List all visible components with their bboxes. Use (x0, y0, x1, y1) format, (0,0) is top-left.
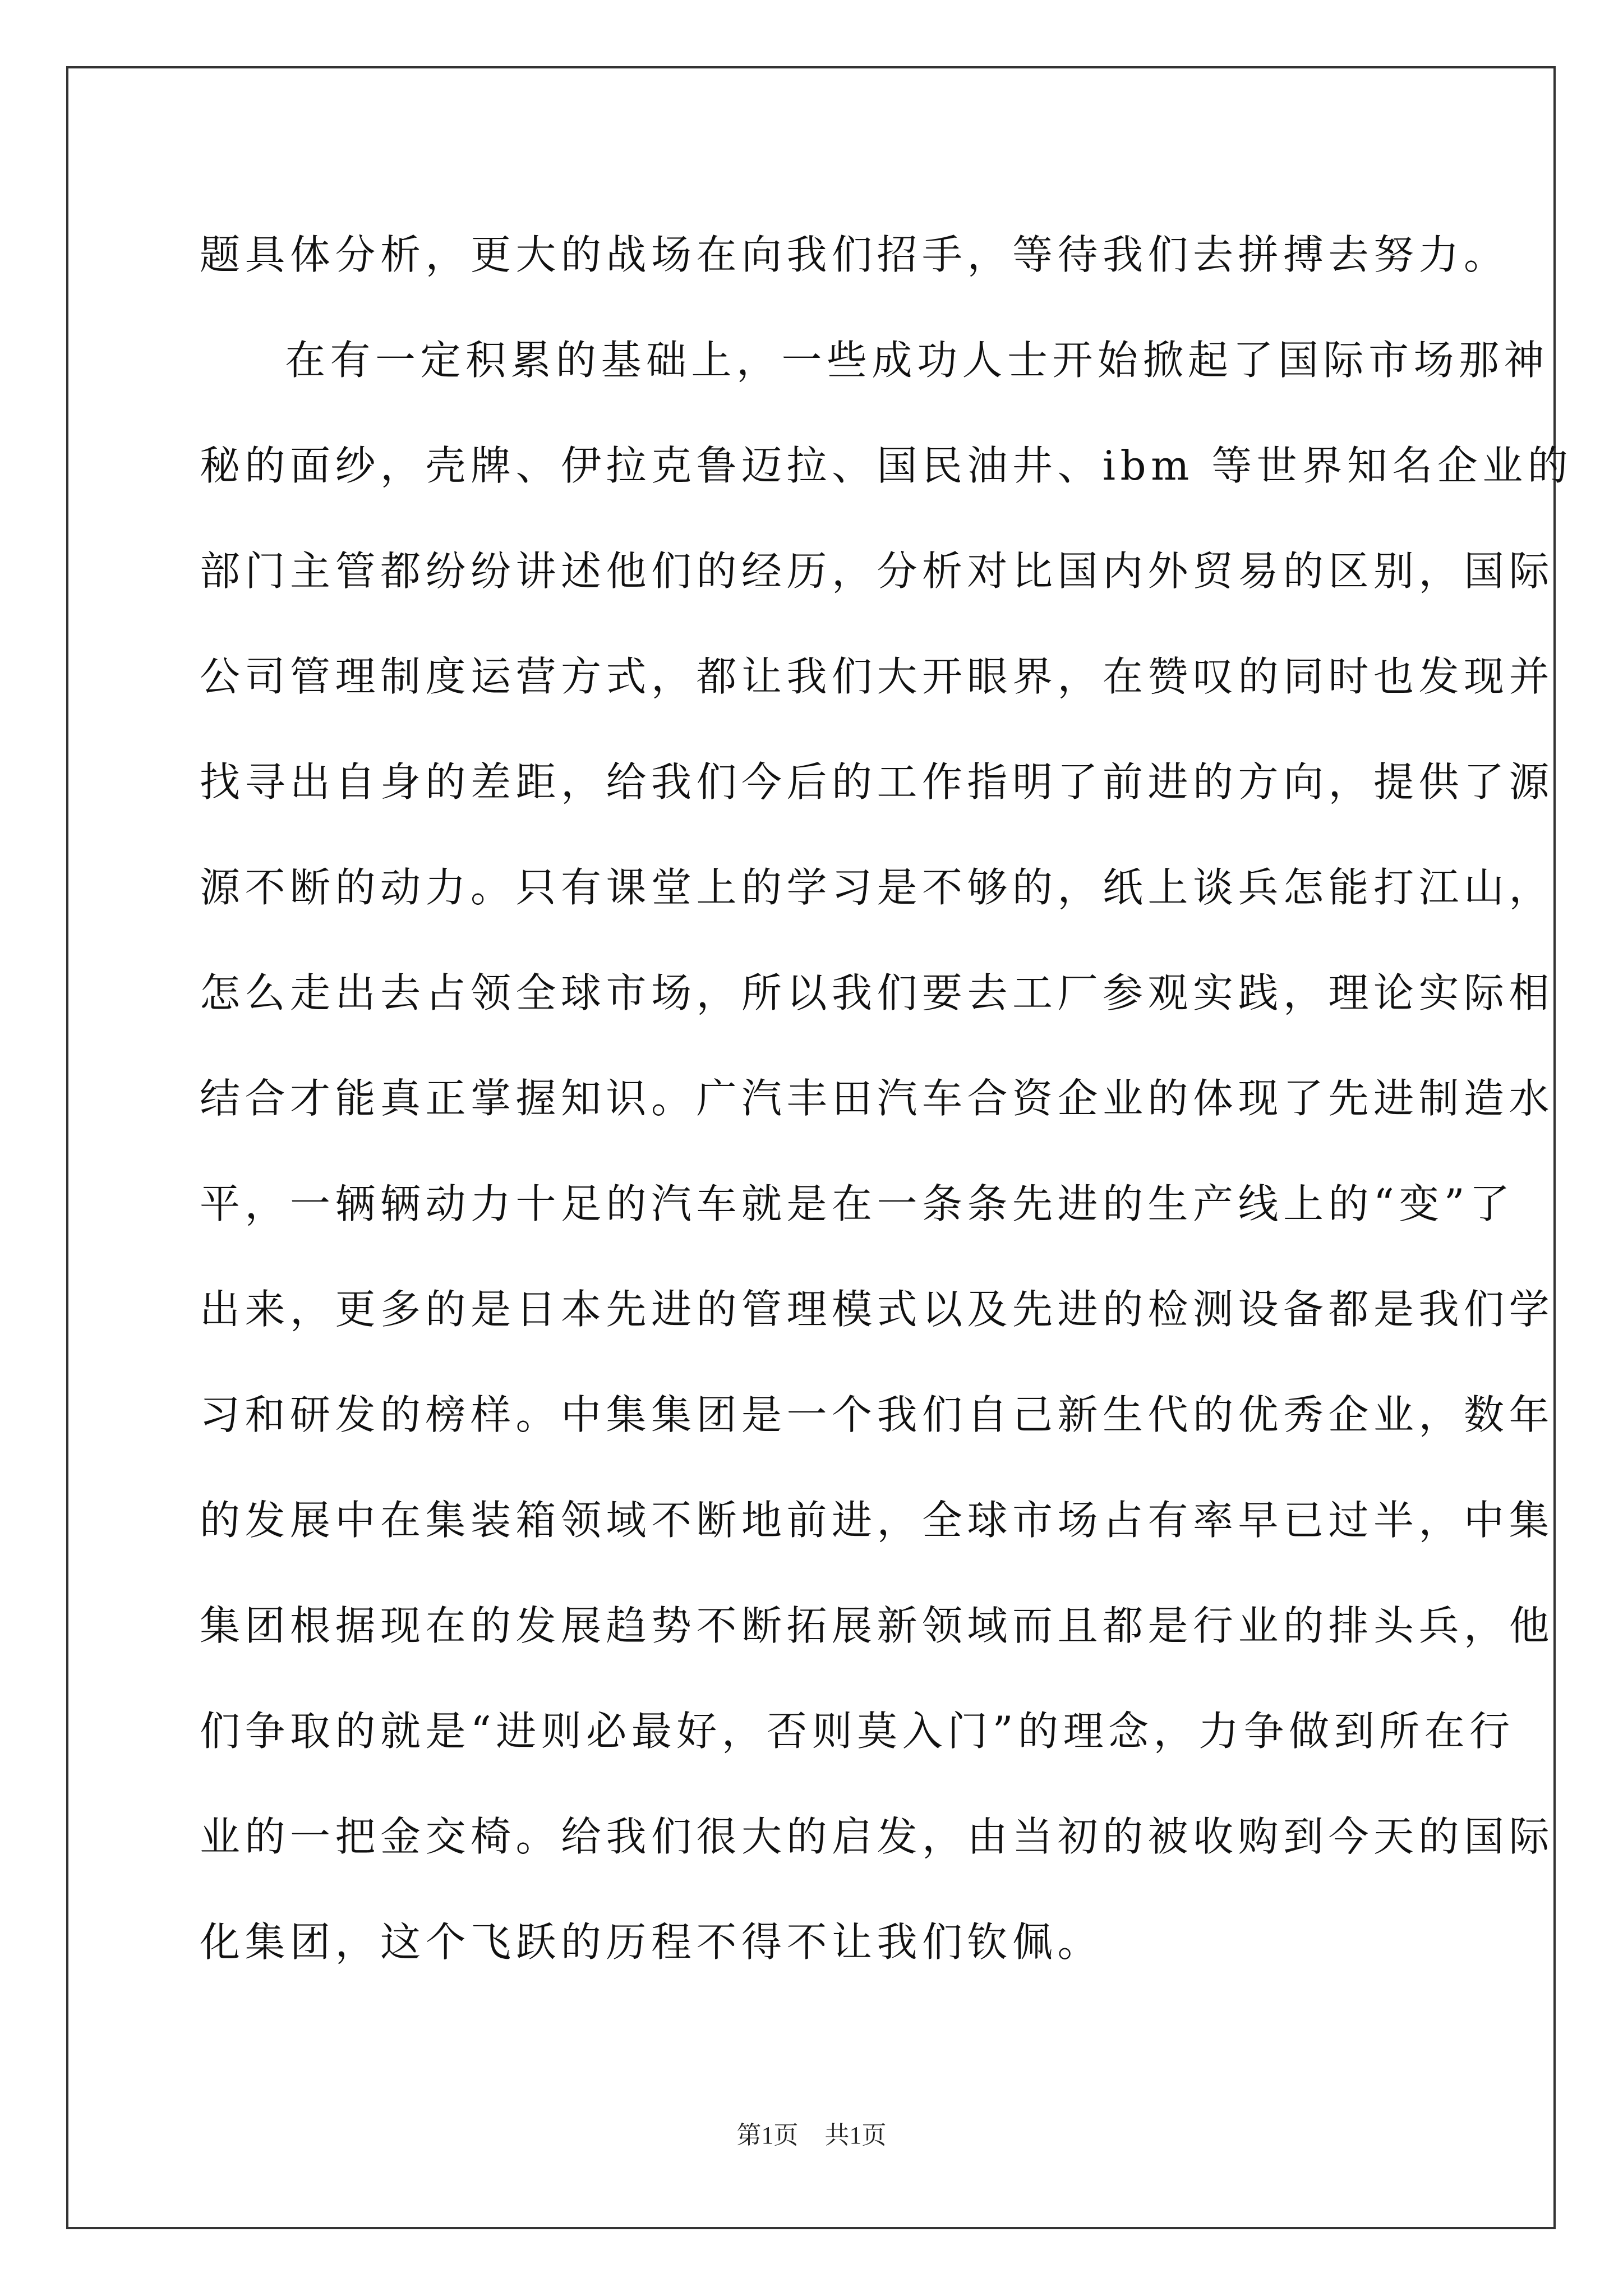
text-line: 怎么走出去占领全球市场，所以我们要去工厂参观实践，理论实际相 (200, 969, 1555, 1016)
text-line: 结合才能真正掌握知识。广汽丰田汽车合资企业的体现了先进制造水 (200, 1075, 1555, 1122)
page-number: 第1页 (736, 2122, 799, 2149)
text-line: 习和研发的榜样。中集集团是一个我们自己新生代的优秀企业，数年 (200, 1391, 1555, 1438)
text-line: 找寻出自身的差距，给我们今后的工作指明了前进的方向，提供了源 (200, 758, 1555, 806)
text-line: 题具体分析，更大的战场在向我们招手，等待我们去拼搏去努力。 (200, 231, 1509, 278)
page-total: 共1页 (824, 2122, 887, 2149)
paragraph-start-line: 在有一定积累的基础上，一些成功人士开始掀起了国际市场那神 (285, 337, 1550, 384)
text-line: 出来，更多的是日本先进的管理模式以及先进的检测设备都是我们学 (200, 1286, 1555, 1333)
page-footer (0, 2115, 1623, 2151)
text-line: 公司管理制度运营方式，都让我们大开眼界，在赞叹的同时也发现并 (200, 653, 1555, 700)
document-body (200, 202, 1573, 1995)
text-line: 们争取的就是“进则必最好，否则莫入门”的理念，力争做到所在行 (200, 1708, 1515, 1755)
text-line: 秘的面纱，壳牌、伊拉克鲁迈拉、国民油井、ibm 等世界知名企业的 (200, 442, 1573, 489)
text-line: 部门主管都纷纷讲述他们的经历，分析对比国内外贸易的区别，国际 (200, 547, 1555, 595)
text-line: 集团根据现在的发展趋势不断拓展新领域而且都是行业的排头兵，他 (200, 1602, 1555, 1649)
text-line: 平，一辆辆动力十足的汽车就是在一条条先进的生产线上的“变”了 (200, 1180, 1515, 1227)
text-line: 化集团，这个飞跃的历程不得不让我们钦佩。 (200, 1918, 1103, 1966)
text-line: 业的一把金交椅。给我们很大的启发，由当初的被收购到今天的国际 (200, 1813, 1555, 1860)
text-line: 的发展中在集装箱领域不断地前进，全球市场占有率早已过半，中集 (200, 1497, 1555, 1544)
text-line: 源不断的动力。只有课堂上的学习是不够的，纸上谈兵怎能打江山， (200, 864, 1555, 911)
